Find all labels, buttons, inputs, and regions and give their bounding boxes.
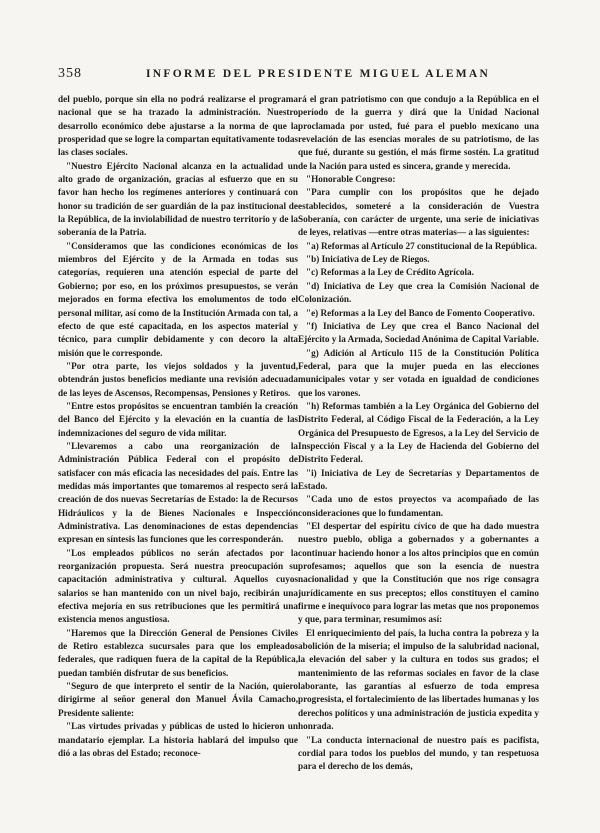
list-item: "d) Iniciativa de Ley que crea la Comisión Nacional de Colonización. [298, 280, 539, 305]
paragraph: "Llevaremos a cabo una reorganización de la Administración Pública Federal con el propósito de satisfacer con más eficacia las necesidades del país. Entre las medidas más importantes que tomaremos al respecto será la creación de dos nuevas Secretarías de Estado: la de Recursos Hidráulicos y la de Bienes Nacionales e Inspección Administrativa. Las denominaciones de estas dependencias expresan en síntesis las funciones que les corresponderán. [58, 440, 298, 545]
paragraph: rá el gran patriotismo con que condujo a la República en el período de la guerra y dirá que la Unidad Nacional proclamada por usted, fué para el pueblo mexicano una revelación de las esencias morales de su patriotismo, de las que fué, durante su gestión, el más firme sostén. La gratitud de la Nación para usted es sincera, grande y merecida. [298, 94, 539, 171]
paragraph: "Consideramos que las condiciones económicas de los miembros del Ejército y de la Armada en todas sus categorías, requieren una atención especial de parte del Gobierno; por eso, en los próximos presupuestos, se verán mejorados en forma efectiva los emolumentos de todo el personal militar, así como de la Institución Armada con tal, a efecto de que esté capacitada, en los aspectos material y técnico, para cumplir debidamente y con decoro la alta misión que le corresponde. [58, 240, 298, 358]
page-number: 358 [58, 66, 82, 81]
paragraph: "Por otra parte, los viejos soldados y la juventud, obtendrán justos beneficios mediante una revisión adecuada de las leyes de Ascensos, Recompensas, Pensiones y Retiros. [58, 360, 298, 398]
paragraph: "Nuestro Ejército Nacional alcanza en la actualidad un alto grado de organización, gracias al esfuerzo que en su favor han hecho los regímenes anteriores y continuará con honor su tradición de ser guardián de la paz institucional de la República, de la inviolabilidad de nuestro territorio y de la soberanía de la Patria. [58, 160, 298, 238]
paragraph: "Para cumplir con los propósitos que he dejado establecidos, someteré a la consideración de Vuestra Soberanía, con carácter de urgente, una serie de iniciativas de leyes, relativas —entre otras materias— a las siguientes: [298, 187, 539, 238]
paragraph: "Cada uno de estos proyectos va acompañado de las consideraciones que lo fundamentan. [298, 494, 539, 518]
list-item: "c) Reformas a la Ley de Crédito Agrícola. [306, 267, 474, 278]
list-item: "b) Iniciativa de Ley de Riegos. [306, 254, 430, 265]
paragraph: "Entre estos propósitos se encuentran también la creación del Banco del Ejército y la elevación en la cuantía de las indemnizaciones del seguro de vida militar. [58, 400, 298, 438]
paragraph: "El despertar del espíritu cívico de que ha dado muestra nuestro pueblo, obliga a gobernados y a gobernantes a continuar haciendo honor a los altos principios que en común profesamos; aquellos que son la esencia de nuestra nacionalidad y que la Constitución que nos rige consagra jurídicamente en sus preceptos; ellos constituyen el camino firme e inequívoco para lograr las metas que nos proponemos y que, para terminar, resumimos así: [298, 521, 539, 625]
paragraph: "Las virtudes privadas y públicas de usted lo hicieron un mandatario ejemplar. La historia hablará del impulso que dió a las obras del Estado; reconoce- [58, 721, 298, 758]
paragraph: "La conducta internacional de nuestro país es pacifista, cordial para todos los pueblos del mundo, y tan respetuosa para el derecho de los demás, [298, 734, 539, 772]
left-column [58, 93, 298, 760]
list-item: "e) Reformas a la Ley del Banco de Fomento Cooperativo. [306, 307, 535, 318]
list-item: "g) Adición al Artículo 115 de la Constitución Política Federal, para que la mujer pueda en las elecciones municipales votar y ser votada en igualdad de condiciones que los varones. [298, 347, 539, 398]
list-item: "a) Reformas al Artículo 27 constitucional de la República. [306, 240, 537, 251]
paragraph: "Honorable Congreso: [306, 174, 396, 185]
paragraph: "Seguro de que interpreto el sentir de la Nación, quiero dirigirme al señor general don Manuel Ávila Camacho, Presidente saliente: [58, 681, 298, 718]
right-column [298, 93, 539, 774]
running-title: INFORME DEL PRESIDENTE MIGUEL ALEMAN [146, 68, 491, 80]
paragraph: El enriquecimiento del país, la lucha contra la pobreza y la abolición de la miseria; el impulso de la salubridad nacional, la elevación del saber y la cultura en todos sus grados; el mantenimiento de las reformas sociales en favor de la clase laborante, las garantías al esfuerzo de toda empresa progresista, el fortalecimiento de las libertades humanas y los derechos políticos y una administración de justicia expedita y honrada. [298, 627, 539, 732]
paragraph: "Los empleados públicos no serán afectados por la reorganización propuesta. Será nuestra preocupación su capacitación administrativa y cultural. Aquellos cuyos salarios se han mantenido con un nivel bajo, recibirán una efectiva mejoría en sus retribuciones que les permitirá una existencia menos angustiosa. [58, 547, 298, 625]
list-item: "h) Reformas también a la Ley Orgánica del Gobierno del Distrito Federal, al Código Fiscal de la Federación, a la Ley Orgánica del Presupuesto de Egresos, a la Ley del Servicio de Inspección Fiscal y a la Ley de Hacienda del Gobierno del Distrito Federal. [298, 400, 539, 465]
list-item: "i) Iniciativa de Ley de Secretarías y Departamentos de Estado. [298, 467, 539, 491]
list-item: "f) Iniciativa de Ley que crea el Banco Nacional del Ejército y la Armada, Sociedad Anónima de Capital Variable. [298, 320, 539, 345]
paragraph: "Haremos que la Dirección General de Pensiones Civiles de Retiro establezca sucursales para que los empleados federales, que radiquen fuera de la capital de la República, puedan también disfrutar de sus beneficios. [58, 627, 298, 678]
paragraph: del pueblo, porque sin ella no podrá realizarse el programa nacional que se ha trazado la administración. Nuestro desarrollo económico debe ajustarse a la norma de que la prosperidad que se logre la compartan equitativamente todas las clases sociales. [58, 94, 298, 158]
